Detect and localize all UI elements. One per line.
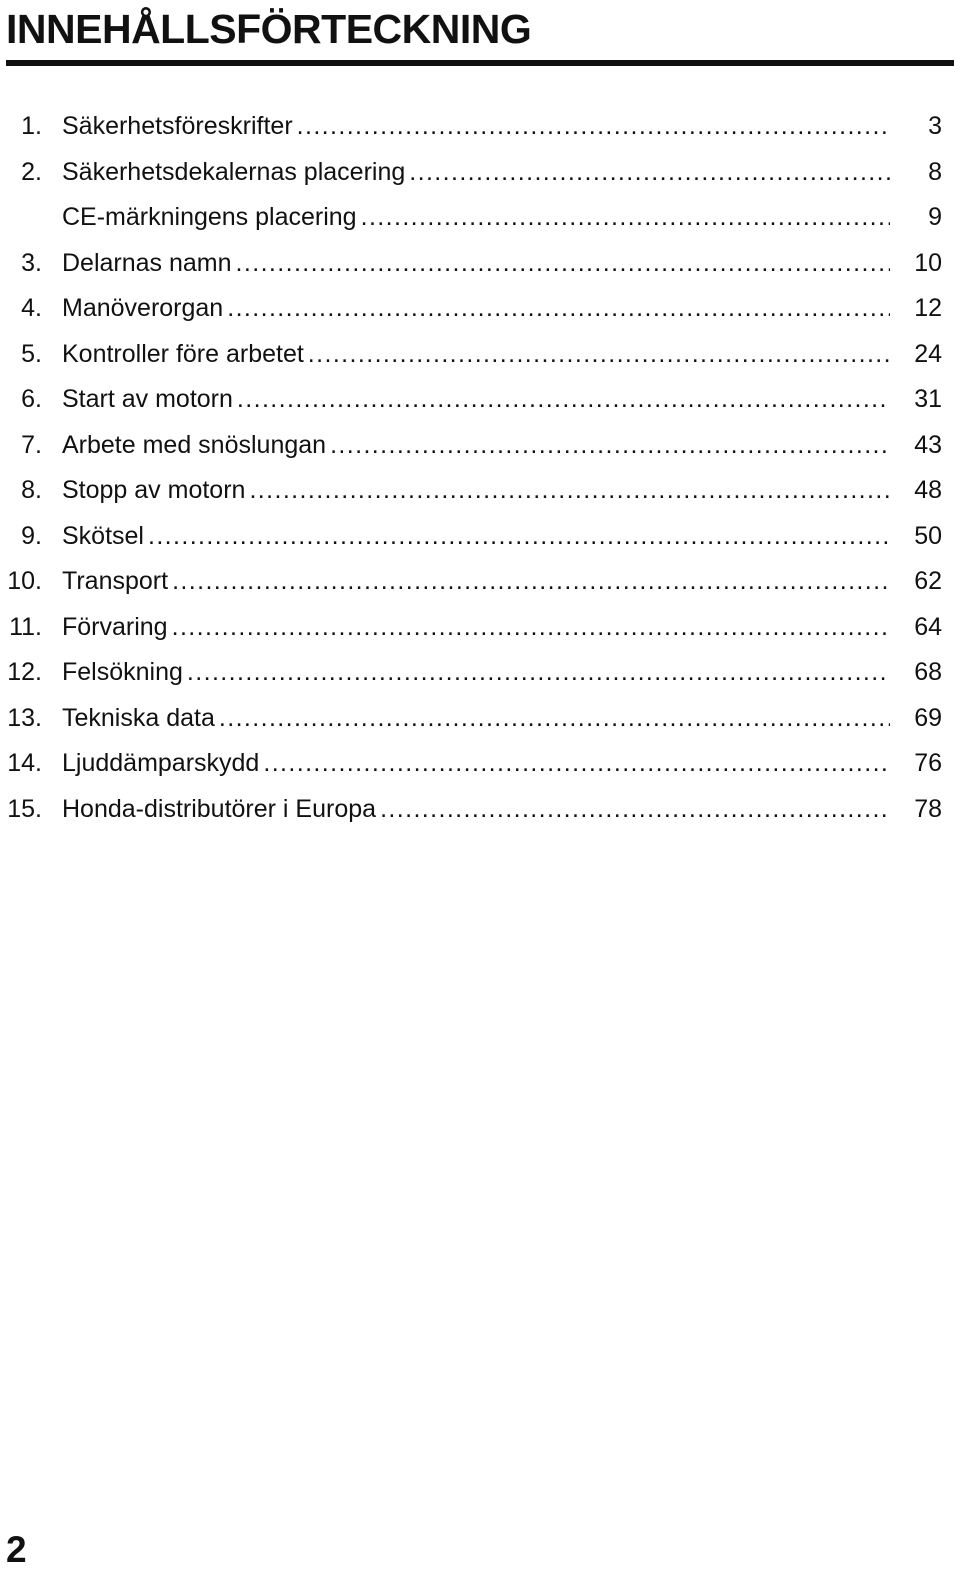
toc-entry-label: Start av motorn bbox=[62, 385, 233, 413]
toc-entry-line bbox=[62, 104, 942, 150]
page-number: 2 bbox=[6, 1529, 27, 1570]
toc-dot-leader bbox=[148, 514, 890, 560]
toc-entry[interactable] bbox=[0, 559, 960, 605]
toc-entry-number: 1. bbox=[21, 112, 42, 140]
toc-entry-page: 68 bbox=[914, 658, 942, 686]
toc-dot-leader bbox=[172, 559, 890, 605]
toc-entry[interactable] bbox=[0, 423, 960, 469]
toc-entry-number: 5. bbox=[21, 339, 42, 368]
toc-entry-page: 62 bbox=[914, 567, 942, 595]
toc-entry-label: Felsökning bbox=[62, 658, 183, 686]
toc-entry-label: Kontroller före arbetet bbox=[62, 339, 304, 368]
toc-entry[interactable] bbox=[0, 650, 960, 696]
toc-entry-number: 9. bbox=[21, 521, 42, 550]
toc-entry[interactable] bbox=[0, 741, 960, 787]
toc-entry-page: 78 bbox=[914, 794, 942, 823]
toc-dot-leader bbox=[249, 468, 890, 514]
toc-dot-leader bbox=[409, 150, 890, 196]
toc-entry-label: Delarnas namn bbox=[62, 248, 232, 277]
toc-dot-leader bbox=[237, 377, 890, 423]
toc-entry-line bbox=[62, 423, 942, 469]
toc-entry-line bbox=[62, 150, 942, 196]
toc-dot-leader bbox=[219, 696, 890, 742]
toc-dot-leader bbox=[187, 650, 890, 696]
toc-entry-number: 10. bbox=[7, 567, 42, 595]
toc-entry-page: 9 bbox=[928, 203, 942, 231]
toc-entry-page: 24 bbox=[914, 339, 942, 368]
toc-entry[interactable] bbox=[0, 150, 960, 196]
toc-entry-page: 10 bbox=[914, 248, 942, 277]
toc-entry-number: 3. bbox=[21, 248, 42, 277]
toc-entry-label: Säkerhetsdekalernas placering bbox=[62, 157, 406, 186]
toc-entry-label: Ljuddämparskydd bbox=[62, 749, 260, 777]
toc-entry-number: 7. bbox=[21, 430, 42, 459]
toc-entry-line bbox=[62, 787, 942, 833]
toc-entry-page: 43 bbox=[914, 430, 942, 459]
toc-entry-label: Tekniska data bbox=[62, 703, 215, 732]
toc-entry-line bbox=[62, 377, 942, 423]
toc-entry-line bbox=[62, 332, 942, 378]
toc-entry-label: Stopp av motorn bbox=[62, 476, 246, 504]
toc-dot-leader bbox=[263, 741, 890, 787]
toc-entry-page: 64 bbox=[914, 612, 942, 641]
toc-entry[interactable] bbox=[0, 514, 960, 560]
toc-entry-number: 12. bbox=[7, 658, 42, 686]
toc-entry-line bbox=[62, 605, 942, 651]
toc-entry-label: Skötsel bbox=[62, 521, 144, 550]
toc-entry-line bbox=[62, 286, 942, 332]
table-of-contents bbox=[0, 104, 960, 832]
toc-entry-number: 2. bbox=[21, 157, 42, 186]
toc-dot-leader bbox=[227, 286, 890, 332]
toc-entry-page: 48 bbox=[914, 476, 942, 504]
toc-entry-label: Säkerhetsföreskrifter bbox=[62, 112, 293, 140]
toc-entry[interactable] bbox=[0, 241, 960, 287]
toc-entry-line bbox=[62, 514, 942, 560]
toc-dot-leader bbox=[380, 787, 890, 833]
toc-entry[interactable] bbox=[0, 468, 960, 514]
toc-entry-number: 13. bbox=[7, 703, 42, 732]
toc-entry-label: Honda-distributörer i Europa bbox=[62, 794, 377, 823]
toc-entry[interactable] bbox=[0, 286, 960, 332]
toc-entry-line bbox=[62, 741, 942, 787]
toc-entry-number: 14. bbox=[7, 749, 42, 777]
toc-entry-label: Förvaring bbox=[62, 612, 168, 641]
toc-entry[interactable] bbox=[0, 377, 960, 423]
page-title: INNEHÅLLSFÖRTECKNING bbox=[6, 6, 532, 52]
toc-entry-label: Arbete med snöslungan bbox=[62, 430, 327, 459]
toc-entry[interactable] bbox=[0, 787, 960, 833]
toc-entry-page: 12 bbox=[914, 294, 942, 322]
toc-entry-line bbox=[62, 468, 942, 514]
toc-entry[interactable] bbox=[0, 195, 960, 241]
toc-entry-page: 50 bbox=[914, 521, 942, 550]
toc-entry-label: CE-märkningens placering bbox=[62, 203, 357, 231]
toc-entry-page: 76 bbox=[914, 749, 942, 777]
toc-entry-line bbox=[62, 195, 942, 241]
toc-entry-line bbox=[62, 650, 942, 696]
toc-dot-leader bbox=[330, 423, 890, 469]
toc-entry-number: 8. bbox=[21, 476, 42, 504]
toc-entry-line bbox=[62, 696, 942, 742]
toc-entry[interactable] bbox=[0, 696, 960, 742]
toc-entry[interactable] bbox=[0, 104, 960, 150]
toc-dot-leader bbox=[172, 605, 890, 651]
toc-dot-leader bbox=[297, 104, 890, 150]
toc-entry-number: 6. bbox=[21, 385, 42, 413]
toc-entry-page: 31 bbox=[914, 385, 942, 413]
toc-entry[interactable] bbox=[0, 332, 960, 378]
title-divider bbox=[6, 60, 954, 66]
toc-entry-page: 8 bbox=[928, 157, 942, 186]
toc-dot-leader bbox=[361, 195, 890, 241]
toc-entry-label: Transport bbox=[62, 567, 169, 595]
toc-dot-leader bbox=[308, 332, 890, 378]
toc-entry-page: 69 bbox=[914, 703, 942, 732]
toc-entry-line bbox=[62, 559, 942, 605]
toc-entry-line bbox=[62, 241, 942, 287]
toc-entry-number: 11. bbox=[9, 612, 42, 641]
toc-entry[interactable] bbox=[0, 605, 960, 651]
toc-entry-number: 4. bbox=[21, 294, 42, 322]
toc-entry-label: Manöverorgan bbox=[62, 294, 224, 322]
toc-dot-leader bbox=[236, 241, 890, 287]
toc-entry-page: 3 bbox=[928, 112, 942, 140]
toc-entry-number: 15. bbox=[7, 794, 42, 823]
